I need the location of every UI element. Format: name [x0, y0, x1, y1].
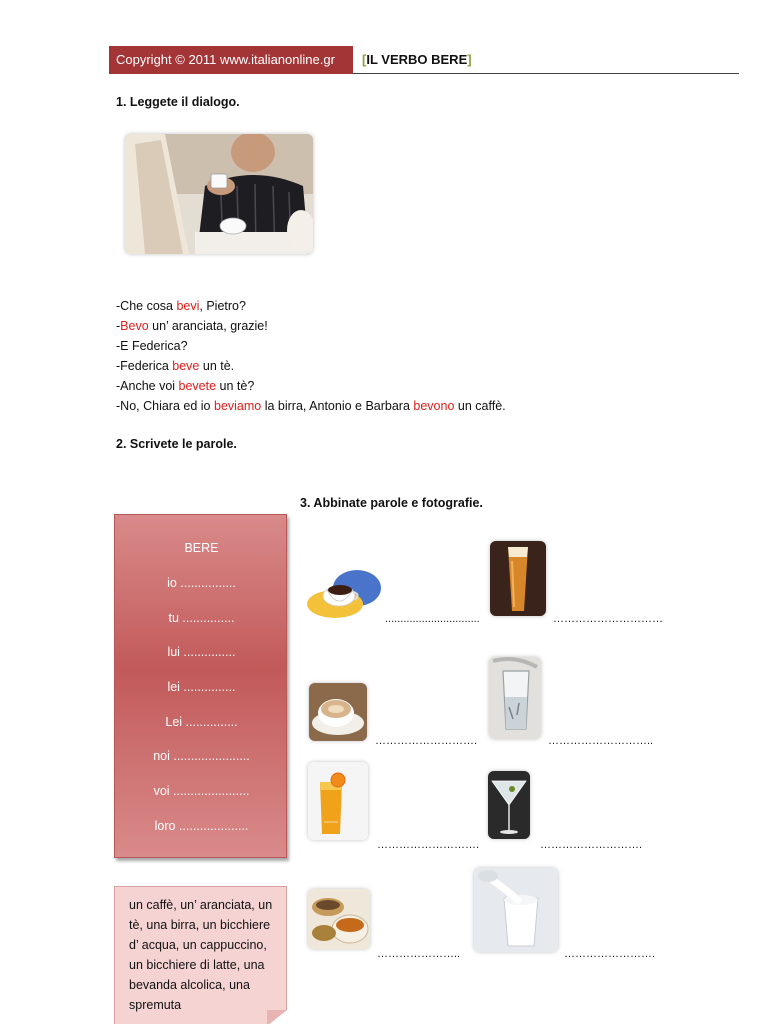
photo-coffee-cup — [305, 566, 383, 624]
dialog-line — [116, 316, 556, 336]
dialog-text: -E Federica? — [116, 339, 188, 353]
photo-milk — [474, 868, 558, 952]
photo-cappuccino — [309, 683, 367, 741]
section-3-heading: 3. Abbinate parole e fotografie. — [300, 496, 483, 510]
document-title — [362, 46, 472, 74]
conjugation-row-lei-formal[interactable]: Lei ............... — [165, 715, 238, 729]
conjugation-title: BERE — [184, 541, 219, 555]
dialog-text: un’ aranciata, grazie! — [148, 319, 268, 333]
coffee-cup-icon — [305, 566, 383, 624]
tea-icon — [308, 889, 370, 949]
answer-blank-g[interactable]: ………………….. — [377, 948, 461, 960]
conjugation-row-voi[interactable]: voi ...................... — [153, 784, 250, 798]
bracket-close: ] — [467, 52, 472, 67]
page-header — [109, 46, 739, 74]
section-2-heading: 2. Scrivete le parole. — [116, 437, 237, 451]
conjugation-row-lui[interactable]: lui ............... — [167, 645, 236, 659]
dialog-text: un tè? — [216, 379, 255, 393]
coffee-meeting-photo — [125, 134, 313, 254]
dialog-text: la birra, Antonio e Barbara — [261, 399, 414, 413]
answer-blank-c[interactable]: ………………………. — [375, 735, 478, 747]
answer-blank-d[interactable]: ……………………….. — [548, 735, 654, 747]
photo-beer-glass — [490, 541, 546, 616]
dialog-text: un caffè. — [454, 399, 506, 413]
conjugation-row-io[interactable]: io ................ — [167, 576, 236, 590]
answer-blank-h[interactable]: ……………………. — [564, 948, 656, 960]
dialog-line — [116, 376, 556, 396]
dialog-line — [116, 356, 556, 376]
word-list-text: un caffè, un’ aranciata, un tè, una birra, un bicchiere d’ acqua, un cappuccino, un bicchiere di latte, una bevanda alcolica, una spremuta — [129, 898, 273, 1012]
answer-blank-e[interactable]: ………………………. — [377, 839, 480, 851]
conjugation-row-tu[interactable]: tu ............... — [168, 611, 235, 625]
highlighted-verb: bevi — [176, 299, 200, 313]
document-title-text: IL VERBO BERE — [366, 52, 468, 67]
conjugation-row-loro[interactable]: loro .................... — [154, 819, 249, 833]
dialog-text: un tè. — [199, 359, 235, 373]
dialog-line — [116, 296, 556, 316]
conjugation-row-noi[interactable]: noi ...................... — [153, 749, 250, 763]
milk-glass-icon — [474, 868, 558, 952]
coffee-meeting-image-icon — [125, 134, 313, 254]
dialog-text: -Federica — [116, 359, 173, 373]
conjugation-box — [114, 514, 287, 858]
dialog-text: , Pietro? — [199, 299, 246, 313]
water-glass-icon — [489, 657, 541, 739]
highlighted-verb: Bevo — [120, 319, 149, 333]
dialog-text: -Che cosa — [116, 299, 177, 313]
dialog-text: - — [116, 319, 121, 333]
photo-tea — [308, 889, 370, 949]
answer-blank-b[interactable]: ………………………… — [553, 613, 663, 625]
answer-blank-f[interactable]: ………………………. — [540, 839, 643, 851]
photo-martini — [488, 771, 530, 839]
beer-glass-icon — [490, 541, 546, 616]
highlighted-verb: bevete — [178, 379, 217, 393]
highlighted-verb: bevono — [413, 399, 455, 413]
dialog — [116, 296, 556, 416]
martini-icon — [488, 771, 530, 839]
photo-orange-juice — [308, 762, 368, 840]
word-list-note — [114, 886, 287, 1024]
highlighted-verb: beviamo — [213, 399, 262, 413]
dialog-line — [116, 396, 556, 416]
dialog-text: -Anche voi — [116, 379, 179, 393]
section-1-heading: 1. Leggete il dialogo. — [116, 95, 240, 109]
folded-corner-icon — [267, 1010, 287, 1024]
orange-juice-icon — [308, 762, 368, 840]
bracket-open: [ — [362, 52, 367, 67]
dialog-text: -No, Chiara ed io — [116, 399, 214, 413]
conjugation-row-lei[interactable]: lei ............... — [167, 680, 236, 694]
copyright-banner: Copyright © 2011 www.italianonline.gr — [109, 46, 353, 74]
dialog-line — [116, 336, 556, 356]
photo-water-glass — [489, 657, 541, 739]
highlighted-verb: beve — [172, 359, 200, 373]
answer-blank-a[interactable]: ............................... — [385, 613, 480, 625]
cappuccino-icon — [309, 683, 367, 741]
